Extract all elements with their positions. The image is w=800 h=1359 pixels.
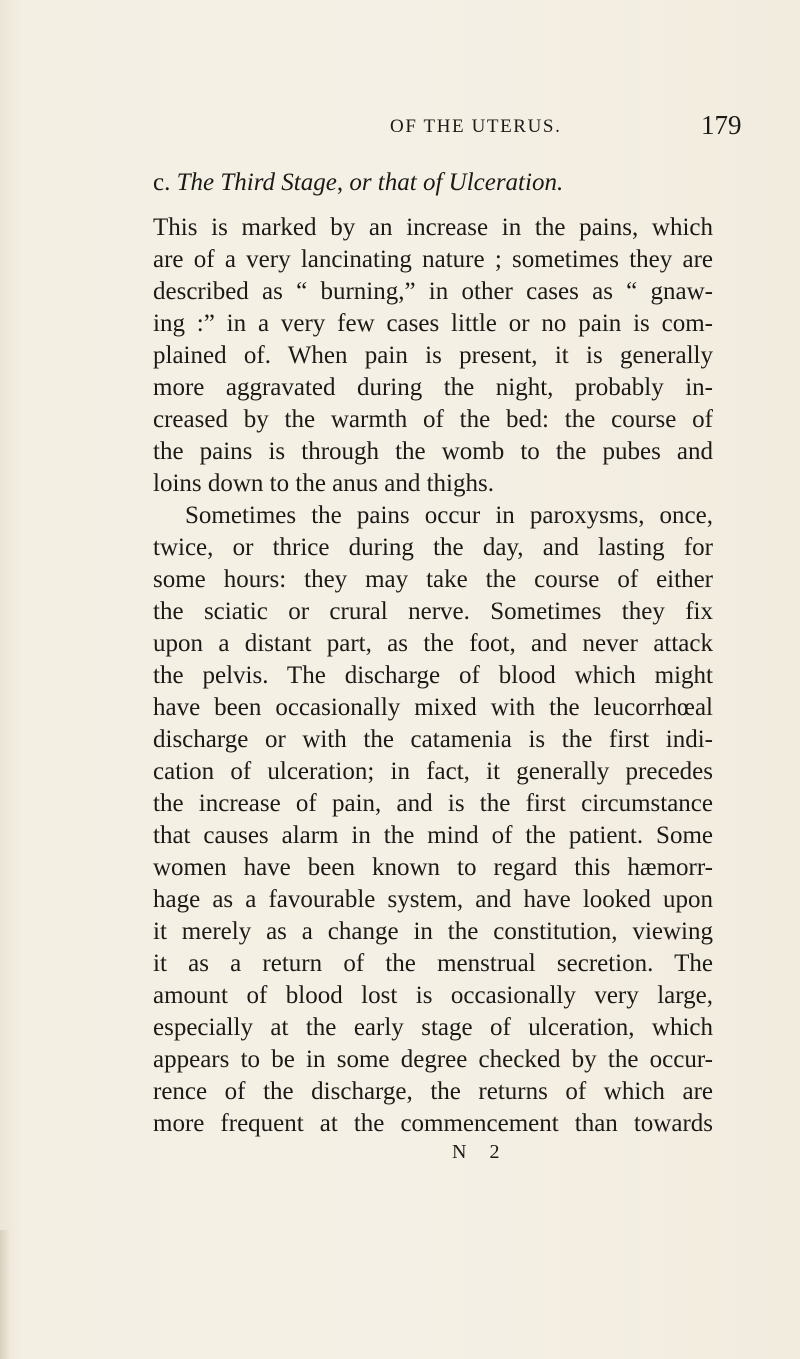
- body-line: This is marked by an increase in the pains, which: [153, 214, 713, 241]
- body-line: rence of the discharge, the returns of which are: [153, 1078, 713, 1105]
- body-line: that causes alarm in the mind of the patient. Some: [153, 822, 713, 849]
- body-line: have been occasionally mixed with the leucorrhœal: [153, 694, 713, 721]
- body-line: more frequent at the commencement than towards: [153, 1110, 713, 1137]
- body-line: upon a distant part, as the foot, and never attack: [153, 630, 713, 657]
- body-line: some hours: they may take the course of either: [153, 566, 713, 593]
- body-line: appears to be in some degree checked by the occur-: [153, 1046, 713, 1073]
- body-line: more aggravated during the night, probably in-: [153, 374, 713, 401]
- body-line: amount of blood lost is occasionally very large,: [153, 982, 713, 1009]
- body-line: the pelvis. The discharge of blood which might: [153, 662, 713, 689]
- running-head: OF THE UTERUS.: [390, 116, 562, 137]
- page-number: 179: [701, 110, 742, 140]
- body-line: plained of. When pain is present, it is generally: [153, 342, 713, 369]
- body-line: are of a very lancinating nature ; sometimes they are: [153, 246, 713, 273]
- section-label: c.: [153, 169, 171, 196]
- section-title: The Third Stage: [176, 169, 337, 196]
- section-heading: [153, 169, 563, 197]
- section-title-separator: ,: [336, 169, 344, 196]
- body-line: it as a return of the menstrual secretion. The: [153, 950, 713, 977]
- body-line: hage as a favourable system, and have looked upon: [153, 886, 713, 913]
- body-line: ing :” in a very few cases little or no pain is com-: [153, 310, 713, 337]
- body-line: especially at the early stage of ulceration, which: [153, 1014, 713, 1041]
- body-line: discharge or with the catamenia is the first indi-: [153, 726, 713, 753]
- body-line: it merely as a change in the constitution, viewing: [153, 918, 713, 945]
- page-edge-shadow: [0, 1230, 10, 1359]
- body-line: described as “ burning,” in other cases as “ gnaw-: [153, 278, 713, 305]
- section-title-rest: that of Ulceration.: [377, 169, 564, 196]
- body-line: cation of ulceration; in fact, it generally precedes: [153, 758, 713, 785]
- body-line: the pains is through the womb to the pubes and: [153, 438, 713, 465]
- body-line: women have been known to regard this hæmorr-: [153, 854, 713, 881]
- body-line: creased by the warmth of the bed: the course of: [153, 406, 713, 433]
- body-line: the sciatic or crural nerve. Sometimes they fix: [153, 598, 713, 625]
- signature-mark: N 2: [452, 1141, 509, 1163]
- body-line: the increase of pain, and is the first circumstance: [153, 790, 713, 817]
- body-line: Sometimes the pains occur in paroxysms, once,: [185, 502, 713, 529]
- section-title-connector: or: [343, 169, 378, 196]
- body-line: loins down to the anus and thighs.: [153, 470, 494, 497]
- body-line: twice, or thrice during the day, and lasting for: [153, 534, 713, 561]
